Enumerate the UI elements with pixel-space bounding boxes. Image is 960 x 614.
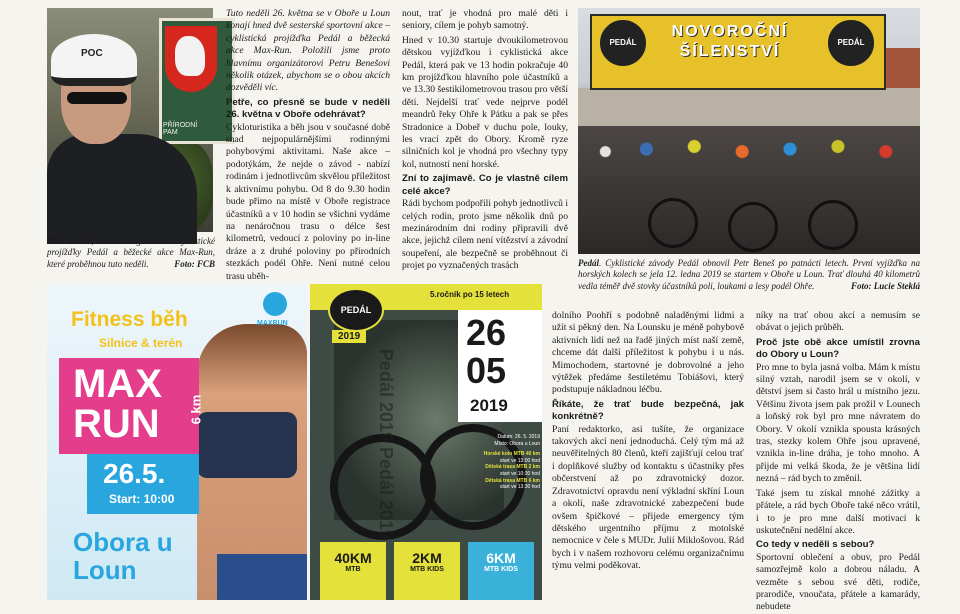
helmet-text: POC xyxy=(81,48,103,59)
poster-date: 26.5. xyxy=(103,458,166,489)
question-2: Zní to zajímavě. Co je vlastně cílem celé akce? xyxy=(402,173,568,197)
question-3: Říkáte, že trať bude bezpečná, jak konkrétně? xyxy=(552,398,744,423)
poster-subtitle: Silnice & terén xyxy=(99,336,183,350)
info-line: Dětská trasa MTB 2 km xyxy=(485,464,540,471)
photo-credit: Foto: FCB xyxy=(174,258,215,269)
caption-name: Petr Beneš xyxy=(47,236,92,246)
info-line: start ve 13:30 hod xyxy=(499,484,540,491)
answer-1-continued: nout, trať je vhodná pro malé děti i seniory, cílem je pohyb samotný. xyxy=(402,8,568,32)
answer-2: Rádi bychom podpořili pohyb jednotlivců i celých rodin, proto jsme několik dnů po mezinárodním dni rodiny připravili dvě akce, jejichž cílem není vítězství a závodní soupeření, ale bezpečně se proběhnout či projet po vyznačených trasách xyxy=(402,198,569,272)
banner-line-1: NOVOROČNÍ xyxy=(671,23,789,40)
vertical-text: Pedál 2019 Pedál 2019 xyxy=(376,348,397,541)
article-column-1 xyxy=(226,8,390,282)
event-photo-caption xyxy=(578,258,920,292)
maxrun-logo-icon xyxy=(263,292,287,316)
maxrun-brand: MAXRUN xyxy=(257,320,288,327)
poster-info xyxy=(460,434,540,491)
question-5: Co tedy v neděli s sebou? xyxy=(756,539,875,551)
jacket-shape xyxy=(47,134,197,244)
answer-1: Cykloturistika a běh jsou v současné době snad nejpopulárnějšími rodinnými pohybovými aktivitami. Naše akce – podotýkám, že nejde o závod - nabízí rodinám i jednotlivcům skvělou příležitost k aktivnímu pohybu. Od 8 do 9.30 hodin bude přímo na místě v Oboře registrace účastníků a v 10 hodin se všichni vydáme na nenáročnou trasu o délce šest kilometrů, vedoucí z poloviny po in-line dráze a z druhé poloviny po přírodních stezkách podél Ohře. Není nutné celou trasu uběh- xyxy=(226,121,390,282)
poster-distance: 6 km xyxy=(188,394,204,425)
helmet-icon xyxy=(51,34,137,86)
pedal-logo-right: PEDÁL xyxy=(826,18,876,68)
bike-wheel-icon xyxy=(648,198,698,248)
article-column-2 xyxy=(402,8,568,278)
organizer-photo xyxy=(47,8,213,232)
maxrun-poster xyxy=(47,284,307,600)
bike-wheel-icon xyxy=(808,200,858,250)
answer-5: Sportovní oblečení a obuv, pro Pedál samozřejmě kolo a dobrou náladu. A vezměte s sebou své děti, rodiče, prarodiče, vnoučata, přátele a kamarády, nebudete xyxy=(756,551,920,613)
poster-place: Obora u Loun xyxy=(73,527,173,585)
poster-month: 05 xyxy=(466,350,507,391)
answer-4: Pro mne to byla jasná volba. Mám k místu silný vztah, narodil jsem se v okolí, v dětství jsem si často hrál u místního jezu. Většinu života jsem pak prožil v Lounech a loňský rok byl pro mne návratem do Obory. V okolí vznikla spousta krásných tras, stezky kolem Ohře jsou upravené, vznikla in-line dráha, je toho mnoho. A přijde mi velká škoda, že je většina lidí nezná – rád bych to změnil. xyxy=(756,361,920,485)
info-date: Datum: 26. 5. 2019 xyxy=(497,434,540,440)
question-4: Proč jste obě akce umístil zrovna do Obory u Loun? xyxy=(756,336,920,361)
article-lead: Tuto neděli 26. května se v Oboře u Loun konají hned dvě sesterské sportovní akce – cyklistická projížďka Pedál a běžecká akce Max-Run. Položili jsme proto hlavnímu organizátorovi Petru Benešovi několik otázek, abychom se o obou akcích dozvěděli víc. xyxy=(226,8,390,94)
banner-text xyxy=(650,22,810,62)
badge-40km: 40KM MTB xyxy=(320,542,386,600)
pedal-poster xyxy=(310,284,542,600)
poster-title: Fitness běh xyxy=(71,308,188,331)
organizer-photo-caption xyxy=(47,236,215,270)
runner-top-shape xyxy=(197,412,297,478)
question-1: Petře, co přesně se bude v neděli 26. května v Oboře odehrávat? xyxy=(226,96,390,121)
pedal-logo-left: PEDÁL xyxy=(598,18,648,68)
sunglasses-icon xyxy=(67,92,127,104)
poster-name: MAX RUN xyxy=(73,362,162,446)
pedal-logo: PEDÁL xyxy=(328,288,384,332)
runner-shorts-shape xyxy=(217,554,307,600)
answer-4-paragraph-2: Také jsem tu získal mnohé zážitky a přátele, a rád bych Oboře také něco vrátil, i to je pro mne další motivací k uskutečnění nedělní akce. xyxy=(756,487,920,536)
answer-3: Paní redaktorko, asi tušíte, že organizace takových akcí není jednoduchá. Celý tým má až neuvěřitelných 80 členů, kteří zajišťují celou trať i doplňkové služby od kontaktu s účastníky přes občerstvení až po zdravotnický dozor. Zdravotnictví opravdu není výkladní skříní Loun a okolí, naše zdravotnické zabezpečení bude ovšem špičkové – přijede emergency tým dětského urgentního příjmu z motolské nemocnice v čele s MUDr. Julií Miklošovou. Rád bych i v našem rozhovoru celému organizačnímu týmu velmi poděkovat. xyxy=(552,423,744,572)
banner-line-2: ŠÍLENSTVÍ xyxy=(679,43,781,60)
poster-start: Start: 10:00 xyxy=(109,492,175,506)
caption-name: Pedál xyxy=(578,258,599,268)
answer-2-continued: dolního Poohří s podobně naladěnými lidmi a užít si pěkný den. Na Lounsku je méně pohybově aktivních lidí než na řadě jiných míst naší země, chceme dát další příležitost k pohybu i u nás. Mimochodem, startovné je dobrovolné a jeho výtěžek předáme šestiletému Tobiášovi, který podstupuje nákladnou léčbu. xyxy=(552,310,744,396)
article-column-4 xyxy=(756,310,920,613)
poster-day: 26 xyxy=(466,312,507,353)
caption-text: . Cyklistické závody Pedál obnovil Petr Beneš po patnácti letech. První vyjížďka na horských kolech se jela 12. ledna 2019 se startem v Oboře u Loun. Trať dlouhá 40 kilometrů vedla téměř dvě stovky účastníků poli, loukami a lesy podél Ohře. xyxy=(578,258,920,291)
info-place: Místo: Obora u Loun xyxy=(494,440,540,447)
info-line: start ve 10:30 hod xyxy=(499,470,540,477)
sign-text: PŘÍRODNÍ PAM xyxy=(163,122,198,136)
distance-badges xyxy=(310,542,542,600)
info-line: start ve 13:00 hod xyxy=(499,457,540,464)
info-line: Dětská trasa MTB 6 km xyxy=(485,477,540,484)
badge-2km: 2KM MTB KIDS xyxy=(394,542,460,600)
event-photo xyxy=(578,8,920,254)
lion-icon xyxy=(175,36,205,76)
info-line: Horské kolo MTB 40 km xyxy=(483,451,540,458)
poster-edition: 5.ročník po 15 letech xyxy=(430,290,510,299)
article-column-3 xyxy=(552,310,744,600)
poster-year-big: 2019 xyxy=(470,396,508,415)
badge-6km: 6KM MTB KIDS xyxy=(468,542,534,600)
answer-3-continued: níky na trať obou akcí a nemusím se obávat o jejich průběh. xyxy=(756,310,920,334)
answer-1-paragraph-2: Hned v 10.30 startuje dvoukilometrovou dětskou vyjížďkou i cyklistická akce Pedál, která pak ve 13 hodin pokračuje 40 km projížďkou hlavního pole účastníků a ve 13.30 šestikilometrovou trasou pro větší děti. Nejdelší trať vede nejprve podél meandrů řeky Ohře k Pátku a pak se přes Stradonice a Dobeř v duchu pole, louky, les vrací zpět do Obory. Kromě ryze silničních kol je vhodná pro všechny typy kol, nutností není horské. xyxy=(402,34,568,170)
poster-year-small: 2019 xyxy=(332,330,366,343)
caption-text: , hlavní organizátor cyklistické projížďky Pedál a běžecké akce Max-Run, které proběhnou tuto neděli. xyxy=(47,236,215,269)
bike-wheel-icon xyxy=(728,202,778,252)
photo-credit: Foto: Lucie Steklá xyxy=(851,280,920,291)
poster-date xyxy=(466,314,506,390)
